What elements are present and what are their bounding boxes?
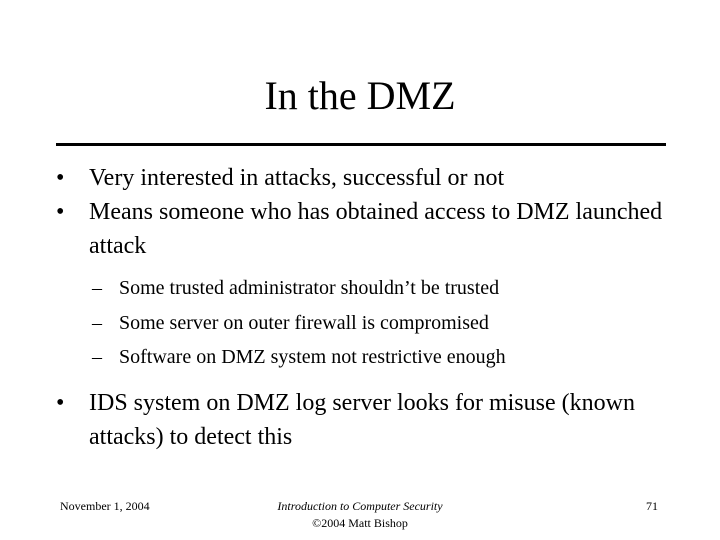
page-number: 71 xyxy=(646,499,658,513)
footer-date: November 1, 2004 xyxy=(60,499,150,513)
slide-title: In the DMZ xyxy=(264,73,456,118)
dash-marker: – xyxy=(92,346,102,368)
sub-bullet-item xyxy=(56,340,696,375)
bullet-text: Means someone who has obtained access to DMZ launched attack xyxy=(89,199,663,259)
footer-course-title: Introduction to Computer Security xyxy=(277,499,443,513)
sub-bullet-item xyxy=(56,271,696,306)
sub-bullet-text: Some server on outer firewall is compromised xyxy=(119,311,489,334)
sub-bullet-text: Some trusted administrator shouldn’t be trusted xyxy=(119,277,500,299)
bullet-marker: • xyxy=(56,389,65,416)
sub-bullet-text: Software on DMZ system not restrictive enough xyxy=(119,346,506,368)
bullet-marker: • xyxy=(56,199,65,225)
bullet-item xyxy=(56,161,696,195)
footer-credit xyxy=(230,498,490,532)
title-divider xyxy=(56,143,666,146)
bullet-text: IDS system on DMZ log server looks for misuse (known attacks) to detect this xyxy=(89,389,635,450)
sub-bullet-item xyxy=(56,306,696,341)
bullet-text: Very interested in attacks, successful or not xyxy=(89,165,505,191)
dash-marker: – xyxy=(92,311,102,334)
footer-copyright: ©2004 Matt Bishop xyxy=(312,516,408,530)
bullet-item xyxy=(56,195,696,263)
bullet-list xyxy=(56,161,696,454)
dash-marker: – xyxy=(92,277,102,299)
bullet-item xyxy=(56,386,696,454)
bullet-marker: • xyxy=(56,165,65,191)
